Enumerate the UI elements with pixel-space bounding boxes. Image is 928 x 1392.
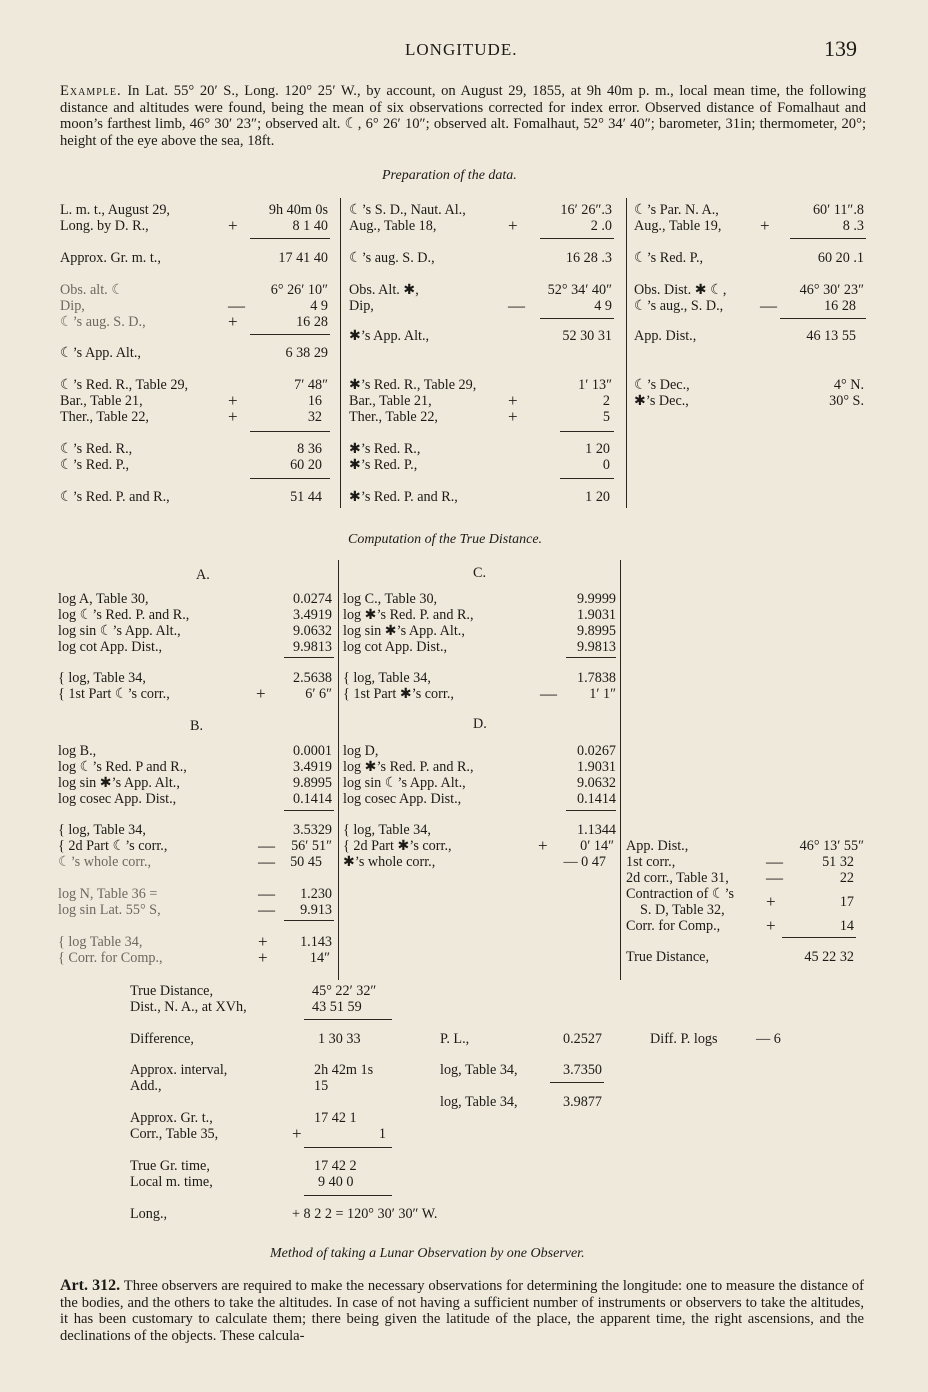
final-interval-label: Approx. interval, [130, 1062, 228, 1078]
app-alt-label: ☾’s App. Alt., [60, 345, 141, 361]
long-dr-sign: + [228, 216, 238, 235]
star-dip-label: Dip, [349, 298, 374, 314]
aug-sd-label: ☾’s aug. S. D., [60, 314, 146, 330]
a-part-value: 6′ 6″ [305, 686, 332, 702]
final-local-label: Local m. time, [130, 1174, 213, 1190]
rule [540, 318, 614, 319]
final-truegr-label: True Gr. time, [130, 1158, 210, 1174]
aug-sd3-label: ☾’s aug., S. D., [634, 298, 724, 314]
star-app-alt-value: 52 30 31 [562, 328, 612, 344]
aug-sd2-label: ☾’s aug. S. D., [349, 250, 435, 266]
b-log34b-value: 1.143 [300, 934, 332, 950]
par-value: 60′ 11″.8 [812, 202, 864, 218]
c-part-sign: — [540, 684, 557, 703]
final-grt-value: 17 42 1 [314, 1110, 357, 1126]
star-bar-label: Bar., Table 21, [349, 393, 432, 409]
final-diffp-value: — 6 [756, 1031, 781, 1047]
e-comp-label: Corr. for Comp., [626, 918, 721, 934]
aug-sd3-sign: — [760, 296, 777, 315]
a-row-1-value: 0.0274 [292, 591, 332, 607]
obs-alt-label: Obs. alt. ☾ [60, 282, 124, 298]
star-ther-value: 5 [602, 409, 610, 425]
d-row-1-value: 0.0267 [576, 743, 616, 759]
rule [550, 1082, 604, 1083]
ther-value: 32 [307, 409, 322, 425]
rule [250, 431, 330, 432]
star-dip-sign: — [508, 296, 525, 315]
obs-dist-value: 46° 30′ 23″ [799, 282, 864, 298]
e-comp-sign: + [766, 916, 776, 935]
e-corr1-sign: — [766, 852, 783, 871]
page-number: 139 [824, 36, 857, 61]
c-row-3-label: log sin ✱’s App. Alt., [343, 623, 465, 639]
e-app-dist-label: App. Dist., [626, 838, 689, 854]
comp-heading: Computation of the True Distance. [348, 532, 543, 547]
c-log34-label: { log, Table 34, [343, 670, 431, 686]
b-row-4-label: log cosec App. Dist., [58, 791, 177, 807]
star-obs-alt-value: 52° 34′ 40″ [547, 282, 612, 298]
e-contr1-label: Contraction of ☾’s [626, 886, 735, 902]
star-bar-sign: + [508, 391, 518, 410]
example-text: In Lat. 55° 20′ S., Long. 120° 25′ W., by account, on August 29, 1855, at 9h 40m p. m., local mean time, the following distance and altitudes were found, being the mean of six observations corrected for index error. Observed distance of Fomalhaut and moon’s farthest limb, 46° 30′ 23″; observed alt. ☾, 6° 26′ 10″; observed alt. Fomalhaut, 52° 34′ 40″; barometer, 31in; thermometer, 20°; height of the eye above the sea, 18ft. [60, 83, 866, 149]
final-long-label: Long., [130, 1206, 168, 1222]
final-diffp-label: Diff. P. logs [650, 1031, 718, 1047]
rule [250, 478, 330, 479]
e-contr2-label: S. D, Table 32, [640, 902, 725, 918]
star-red-r-label: ✱’s Red. R., Table 29, [349, 377, 477, 393]
final-long-value: + 8 2 2 = 120° 30′ 30″ W. [292, 1206, 438, 1222]
aug-sd-sign: + [228, 312, 238, 331]
final-corr35-value: 1 [378, 1126, 386, 1142]
d-log34-label: { log, Table 34, [343, 822, 431, 838]
sd-label: ☾’s S. D., Naut. Al., [349, 202, 466, 218]
lmt-label: L. m. t., August 29, [60, 202, 170, 218]
a-row-2-label: log ☾’s Red. P. and R., [58, 607, 190, 623]
rule [304, 1195, 392, 1196]
b-row-4-value: 0.1414 [292, 791, 332, 807]
e-corr2-value: 22 [839, 870, 854, 886]
aug19-label: Aug., Table 19, [634, 218, 722, 234]
obs-dist-label: Obs. Dist. ✱ ☾, [634, 282, 727, 298]
star-dec-label: ✱’s Dec., [634, 393, 689, 409]
b-row-2-label: log ☾’s Red. P and R., [58, 759, 187, 775]
d-part-sign: + [538, 836, 548, 855]
b-logn-value: 1.230 [300, 886, 332, 902]
b-log34b-sign: + [258, 932, 268, 951]
a-log34-label: { log, Table 34, [58, 670, 146, 686]
sd-value: 16′ 26″.3 [560, 202, 612, 218]
final-diff-value: 1 30 33 [318, 1031, 361, 1047]
c-row-2-label: log ✱’s Red. P. and R., [343, 607, 474, 623]
e-contr-value: 17 [839, 894, 854, 910]
c-row-4-value: 9.9813 [576, 639, 616, 655]
b-row-1-value: 0.0001 [292, 743, 332, 759]
c-row-3-value: 9.8995 [576, 623, 616, 639]
b-corr-label: { Corr. for Comp., [58, 950, 163, 966]
b-logsin-sign: — [258, 900, 275, 919]
b-logsin-label: log sin Lat. 55° S, [58, 902, 161, 918]
e-comp-value: 14 [839, 918, 854, 934]
moon-dec-value: 4° N. [833, 377, 864, 393]
aug-sd3-value: 16 28 [824, 298, 856, 314]
star-red-pr-value: 1 20 [585, 489, 610, 505]
b-part-sign: — [258, 836, 275, 855]
final-dist-na-value: 43 51 59 [312, 999, 362, 1015]
final-log1-value: 3.7350 [562, 1062, 602, 1078]
final-true-dist-value: 45° 22′ 32″ [312, 983, 377, 999]
final-grt-label: Approx. Gr. t., [130, 1110, 213, 1126]
red-r2-label: ☾’s Red. R., [60, 441, 133, 457]
b-part-value: 56′ 51″ [291, 838, 332, 854]
a-part-label: { 1st Part ☾’s corr., [58, 686, 170, 702]
red-pr-value: 51 44 [290, 489, 322, 505]
e-contr-sign: + [766, 892, 776, 911]
star-obs-alt-label: Obs. Alt. ✱, [349, 282, 419, 298]
e-app-dist-value: 46° 13′ 55″ [799, 838, 864, 854]
par-label: ☾’s Par. N. A., [634, 202, 719, 218]
red-pr-label: ☾’s Red. P. and R., [60, 489, 170, 505]
final-pl-label: P. L., [440, 1031, 470, 1047]
b-logsin-value: 9.913 [300, 902, 332, 918]
red-r-label: ☾’s Red. R., Table 29, [60, 377, 189, 393]
long-dr-value: 8 1 40 [292, 218, 328, 234]
rule [566, 810, 616, 811]
star-red-r2-value: 1 20 [585, 441, 610, 457]
article-lead: Art. 312. [60, 1277, 121, 1294]
final-log2-value: 3.9877 [562, 1094, 602, 1110]
lmt-value: 9h 40m 0s [268, 202, 328, 218]
red-p3-value: 60 20 .1 [817, 250, 864, 266]
b-row-3-value: 9.8995 [292, 775, 332, 791]
b-row-3-label: log sin ✱’s App. Alt., [58, 775, 180, 791]
a-row-3-label: log sin ☾’s App. Alt., [58, 623, 181, 639]
aug19-value: 8 .3 [842, 218, 864, 234]
c-row-1-label: log C., Table 30, [343, 591, 438, 607]
final-true-dist-label: True Distance, [130, 983, 214, 999]
a-log34-value: 2.5638 [292, 670, 332, 686]
rule [284, 810, 334, 811]
d-row-2-value: 1.9031 [576, 759, 616, 775]
b-logn-label: log N, Table 36 = [58, 886, 158, 902]
d-row-1-label: log D, [343, 743, 379, 759]
a-row-4-value: 9.9813 [292, 639, 332, 655]
rule [780, 318, 866, 319]
approx-value: 17 41 40 [278, 250, 328, 266]
ther-sign: + [228, 407, 238, 426]
final-corr35-label: Corr., Table 35, [130, 1126, 219, 1142]
prep-divider-2 [626, 198, 627, 508]
star-dip-value: 4 9 [594, 298, 612, 314]
app-dist-value: 46 13 55 [806, 328, 856, 344]
red-p3-label: ☾’s Red. P., [634, 250, 704, 266]
a-row-1-label: log A, Table 30, [58, 591, 149, 607]
d-row-4-label: log cosec App. Dist., [343, 791, 462, 807]
bar-value: 16 [307, 393, 322, 409]
rule [782, 937, 856, 938]
moon-dec-label: ☾’s Dec., [634, 377, 690, 393]
rule [284, 920, 334, 921]
e-true-value: 45 22 32 [804, 949, 854, 965]
final-truegr-value: 17 42 2 [314, 1158, 357, 1174]
e-corr1-value: 51 32 [822, 854, 854, 870]
b-whole-label: ☾’s whole corr., [58, 854, 152, 870]
star-red-p-value: 0 [602, 457, 610, 473]
aug18-sign: + [508, 216, 518, 235]
d-part-label: { 2d Part ✱’s corr., [343, 838, 452, 854]
page-header [0, 36, 928, 64]
method-heading: Method of taking a Lunar Observation by one Observer. [270, 1246, 585, 1261]
aug18-label: Aug., Table 18, [349, 218, 437, 234]
aug-sd2-value: 16 28 .3 [565, 250, 612, 266]
running-title: LONGITUDE. [405, 40, 518, 59]
star-ther-label: Ther., Table 22, [349, 409, 438, 425]
star-bar-value: 2 [602, 393, 610, 409]
b-whole-value: 50 45 [290, 854, 322, 870]
rule [284, 657, 334, 658]
aug19-sign: + [760, 216, 770, 235]
bar-sign: + [228, 391, 238, 410]
approx-label: Approx. Gr. m. t., [60, 250, 161, 266]
prep-divider-1 [340, 198, 341, 508]
b-row-1-label: log B., [58, 743, 97, 759]
rule [540, 238, 614, 239]
a-row-2-value: 3.4919 [292, 607, 332, 623]
a-part-sign: + [256, 684, 266, 703]
article-text: Three observers are required to make the necessary observations for determining the longitude: one to measure the distance of the bodies, and the others to take the altitudes. In case of not having a sufficient number of instruments or observers to take the altitudes, it has been customary to calculate them; there being given the latitude of the place, the apparent time, the right ascensions, and the declinations of the objects. These calcula- [60, 1278, 865, 1344]
e-corr2-label: 2d corr., Table 31, [626, 870, 729, 886]
section-a-heading: A. [196, 567, 210, 583]
red-p-value: 60 20 [290, 457, 322, 473]
aug18-value: 2 .0 [590, 218, 612, 234]
rule [790, 238, 866, 239]
section-d-heading: D. [473, 716, 487, 732]
c-row-2-value: 1.9031 [576, 607, 616, 623]
final-interval-value: 2h 42m 1s [314, 1062, 374, 1078]
a-row-4-label: log cot App. Dist., [58, 639, 163, 655]
b-corr-value: 14″ [309, 950, 330, 966]
b-whole-sign: — [258, 852, 275, 871]
comp-divider-1 [338, 560, 339, 980]
b-log34b-label: { log Table 34, [58, 934, 143, 950]
d-log34-value: 1.1344 [576, 822, 616, 838]
b-log34-label: { log, Table 34, [58, 822, 146, 838]
aug-sd-value: 16 28 [296, 314, 328, 330]
rule [304, 1019, 392, 1020]
rule [250, 334, 330, 335]
b-logn-sign: — [258, 884, 275, 903]
bar-label: Bar., Table 21, [60, 393, 143, 409]
star-red-pr-label: ✱’s Red. P. and R., [349, 489, 458, 505]
final-dist-na-label: Dist., N. A., at XVh, [130, 999, 247, 1015]
dip-label: Dip, [60, 298, 85, 314]
section-c-heading: C. [473, 565, 487, 581]
e-true-label: True Distance, [626, 949, 710, 965]
example-paragraph [60, 83, 866, 149]
red-r2-value: 8 36 [297, 441, 322, 457]
final-log2-label: log, Table 34, [440, 1094, 518, 1110]
example-lead: Example. [60, 83, 122, 99]
red-r-value: 7′ 48″ [294, 377, 328, 393]
star-red-p-label: ✱’s Red. P., [349, 457, 418, 473]
section-b-heading: B. [190, 718, 204, 734]
final-diff-label: Difference, [130, 1031, 194, 1047]
star-ther-sign: + [508, 407, 518, 426]
rule [560, 431, 614, 432]
star-dec-value: 30° S. [829, 393, 864, 409]
final-corr35-sign: + [292, 1124, 302, 1143]
final-pl-value: 0.2527 [562, 1031, 602, 1047]
d-row-3-label: log sin ☾’s App. Alt., [343, 775, 466, 791]
rule [566, 657, 616, 658]
final-add-value: 15 [314, 1078, 329, 1094]
d-row-2-label: log ✱’s Red. P. and R., [343, 759, 474, 775]
comp-divider-2 [620, 560, 621, 980]
rule [560, 478, 614, 479]
app-dist-label: App. Dist., [634, 328, 697, 344]
d-row-4-value: 0.1414 [576, 791, 616, 807]
b-row-2-value: 3.4919 [292, 759, 332, 775]
final-local-value: 9 40 0 [318, 1174, 354, 1190]
star-red-r-value: 1′ 13″ [578, 377, 612, 393]
app-alt-value: 6 38 29 [285, 345, 328, 361]
long-dr-label: Long. by D. R., [60, 218, 149, 234]
obs-alt-value: 6° 26′ 10″ [270, 282, 328, 298]
d-whole-label: ✱’s whole corr., [343, 854, 436, 870]
d-part-value: 0′ 14″ [580, 838, 614, 854]
e-corr1-label: 1st corr., [626, 854, 676, 870]
article-paragraph [60, 1278, 864, 1344]
d-row-3-value: 9.0632 [576, 775, 616, 791]
rule [250, 238, 330, 239]
b-corr-sign: + [258, 948, 268, 967]
dip-value: 4 9 [310, 298, 328, 314]
star-app-alt-label: ✱’s App. Alt., [349, 328, 430, 344]
final-add-label: Add., [130, 1078, 162, 1094]
star-red-r2-label: ✱’s Red. R., [349, 441, 421, 457]
ther-label: Ther., Table 22, [60, 409, 149, 425]
d-whole-value: — 0 47 [563, 854, 606, 870]
c-row-1-value: 9.9999 [576, 591, 616, 607]
dip-sign: — [228, 296, 245, 315]
c-part-label: { 1st Part ✱’s corr., [343, 686, 454, 702]
rule [304, 1147, 392, 1148]
a-row-3-value: 9.0632 [292, 623, 332, 639]
c-part-value: 1′ 1″ [589, 686, 616, 702]
prep-heading: Preparation of the data. [382, 168, 517, 183]
c-row-4-label: log cot App. Dist., [343, 639, 448, 655]
e-corr2-sign: — [766, 868, 783, 887]
red-p-label: ☾’s Red. P., [60, 457, 130, 473]
c-log34-value: 1.7838 [576, 670, 616, 686]
b-log34-value: 3.5329 [292, 822, 332, 838]
final-log1-label: log, Table 34, [440, 1062, 518, 1078]
b-part-label: { 2d Part ☾’s corr., [58, 838, 168, 854]
